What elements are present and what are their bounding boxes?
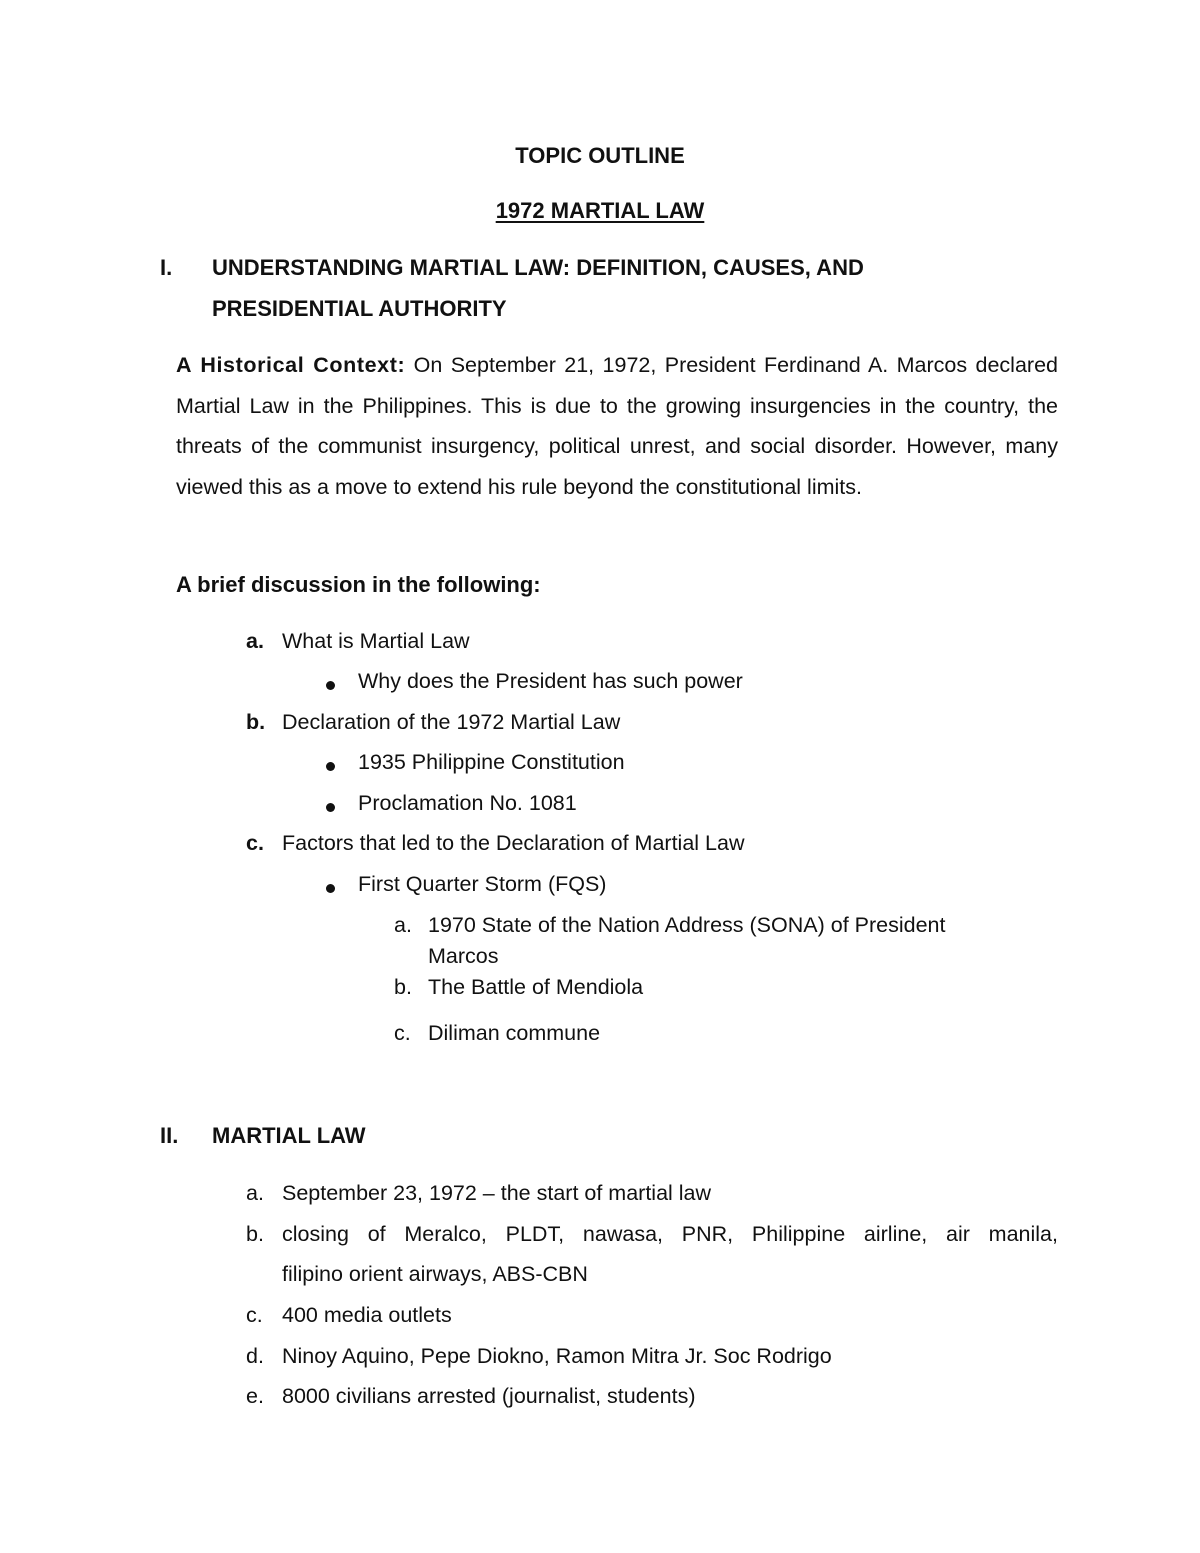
bullet-item: Why does the President has such power <box>358 669 743 693</box>
list-item-letter: b. <box>246 710 266 734</box>
list-item-closing-companies-continued: filipino orient airways, ABS-CBN <box>282 1262 588 1286</box>
list-item-letter: c. <box>246 831 264 855</box>
sub-item-diliman: Diliman commune <box>428 1021 601 1045</box>
section-2-numeral: II. <box>160 1123 179 1148</box>
list-item-letter: b. <box>246 1222 264 1246</box>
historical-context-label: A Historical Context: <box>176 353 406 377</box>
list-item-letter: d. <box>246 1344 264 1368</box>
historical-context-text: On September 21, 1972, President Ferdinand A. Marcos declared Martial Law in the Philippines. This is due to the growing insurgencies in the country, the threats of the communist insurgency, political unrest, and social disorder. However, many viewed this as a move to extend his rule beyond the constitutional limits. <box>176 353 1058 499</box>
sub-item-mendiola: The Battle of Mendiola <box>428 975 644 999</box>
list-item-letter: e. <box>246 1384 264 1408</box>
sub-item-sona: 1970 State of the Nation Address (SONA) of President <box>428 913 946 937</box>
bullet-item: Proclamation No. 1081 <box>358 791 577 815</box>
list-item-declaration: Declaration of the 1972 Martial Law <box>282 710 621 734</box>
discussion-heading: A brief discussion in the following: <box>176 572 541 597</box>
sub-item-sona-continued: Marcos <box>428 944 499 968</box>
bullet-icon <box>326 799 335 817</box>
list-item-civilians-arrested: 8000 civilians arrested (journalist, students) <box>282 1384 696 1408</box>
bullet-item: 1935 Philippine Constitution <box>358 750 625 774</box>
list-item-what-is-martial-law: What is Martial Law <box>282 629 470 653</box>
bullet-item: First Quarter Storm (FQS) <box>358 872 607 896</box>
list-item-letter: a. <box>246 1181 264 1205</box>
page-subtitle: 1972 MARTIAL LAW <box>495 198 705 223</box>
sub-item-letter: a. <box>394 913 412 937</box>
list-item-closing-companies: closing of Meralco, PLDT, nawasa, PNR, Philippine airline, air manila, <box>282 1222 1058 1246</box>
page-title: TOPIC OUTLINE <box>515 143 685 168</box>
bullet-icon <box>326 758 335 776</box>
bullet-icon <box>326 880 335 898</box>
bullet-icon <box>326 677 335 695</box>
list-item-arrested-figures: Ninoy Aquino, Pepe Diokno, Ramon Mitra Jr. Soc Rodrigo <box>282 1344 832 1368</box>
list-item-factors: Factors that led to the Declaration of Martial Law <box>282 831 745 855</box>
sub-item-letter: c. <box>394 1021 411 1045</box>
section-1-heading-line1: UNDERSTANDING MARTIAL LAW: DEFINITION, CAUSES, AND <box>212 255 864 280</box>
section-1-heading-line2: PRESIDENTIAL AUTHORITY <box>212 296 507 321</box>
historical-context-paragraph <box>176 345 1058 507</box>
list-item-media-outlets: 400 media outlets <box>282 1303 452 1327</box>
sub-item-letter: b. <box>394 975 412 999</box>
list-item-letter: c. <box>246 1303 263 1327</box>
section-1-numeral: I. <box>160 255 173 280</box>
section-2-heading: MARTIAL LAW <box>212 1123 366 1148</box>
list-item-letter: a. <box>246 629 264 653</box>
list-item-start-of-martial-law: September 23, 1972 – the start of martial law <box>282 1181 712 1205</box>
